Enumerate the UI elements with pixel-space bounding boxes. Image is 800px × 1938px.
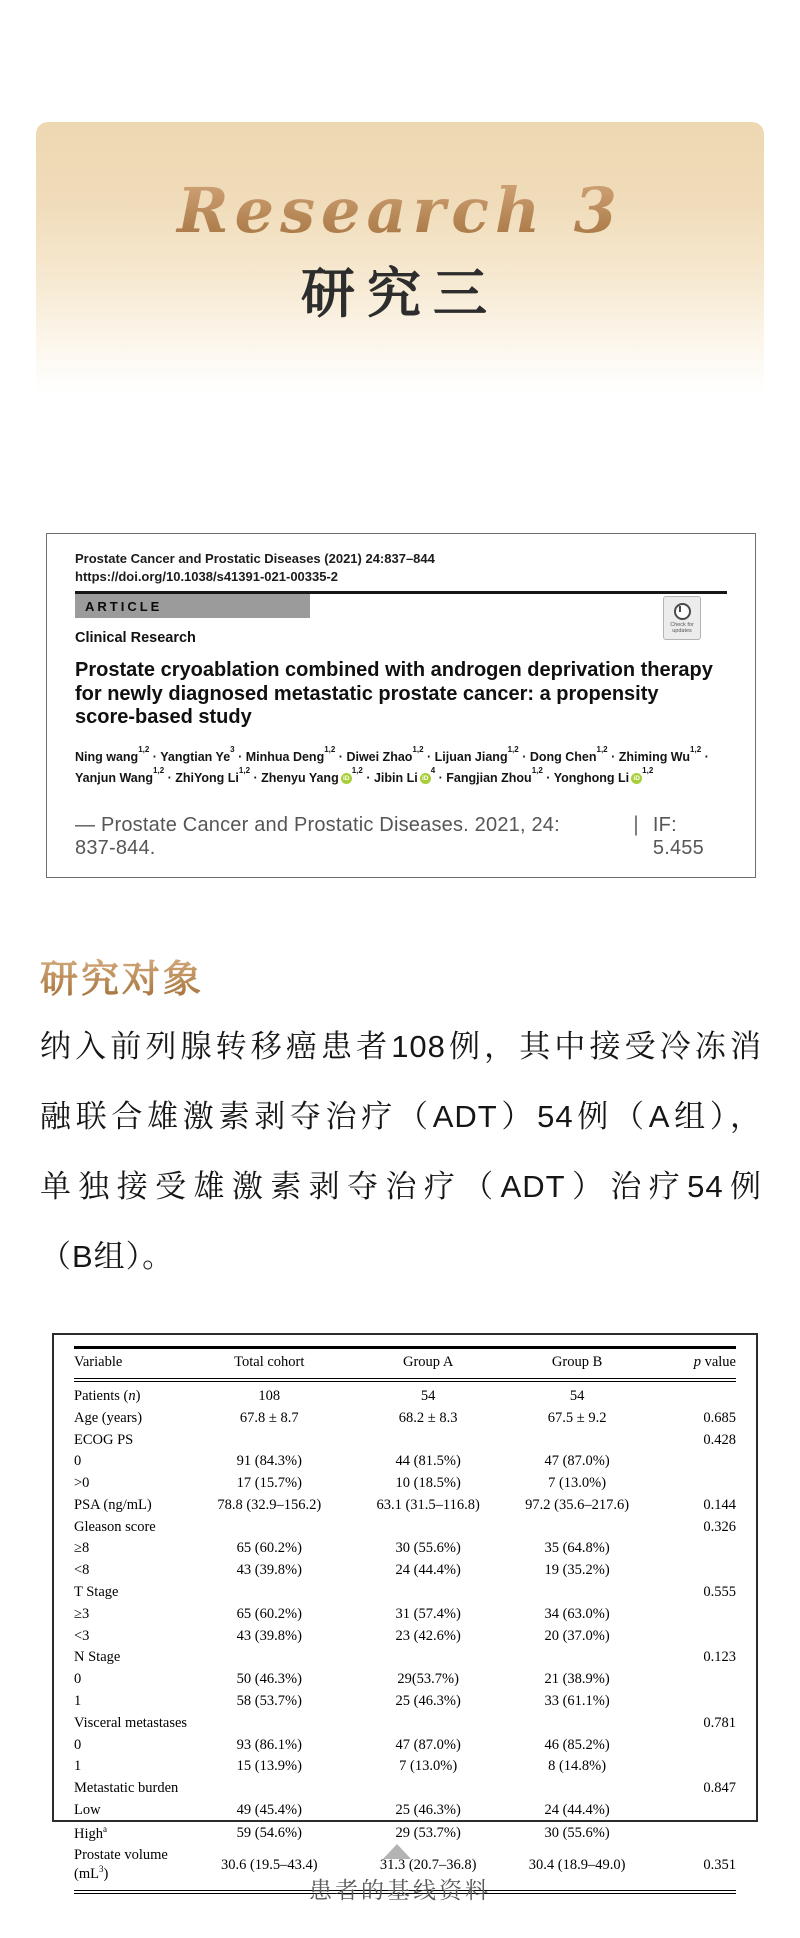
baseline-table-card: [52, 1333, 758, 1883]
table-variable-cell: >0: [74, 1475, 90, 1492]
table-variable-cell: <3: [74, 1627, 90, 1644]
table-header-cell: Total cohort: [193, 1348, 345, 1381]
author-lines: [75, 745, 727, 787]
table-value-cell: [643, 1451, 736, 1473]
table-value-cell: 25 (46.3%): [395, 1692, 461, 1709]
citation-row: [75, 813, 727, 860]
table-value-cell: 91 (84.3%): [236, 1453, 302, 1470]
baseline-table-head: [74, 1348, 736, 1381]
paragraph-line: 融联合雄激素剥夺治疗（ADT）54例（A组），: [40, 1099, 762, 1134]
table-value-cell: [643, 1538, 736, 1560]
table-value-cell: 0.781: [703, 1714, 736, 1731]
table-caption: 患者的基线资料: [309, 1877, 491, 1903]
journal-line: Prostate Cancer and Prostatic Diseases (2021) 24:837–844: [75, 551, 435, 566]
table-row: [74, 1691, 736, 1713]
article-type-bar: ARTICLE: [75, 594, 310, 618]
table-value-cell: 0.351: [703, 1856, 736, 1873]
table-value-cell: 43 (39.8%): [236, 1627, 302, 1644]
table-value-cell: 30 (55.6%): [395, 1540, 461, 1557]
table-value-cell: 0.428: [703, 1431, 736, 1448]
table-value-cell: 10 (18.5%): [395, 1475, 461, 1492]
header-banner: [36, 122, 764, 394]
table-row: [74, 1734, 736, 1756]
table-value-cell: 7 (13.0%): [399, 1758, 458, 1775]
table-value-cell: [643, 1560, 736, 1582]
table-value-cell: [345, 1712, 511, 1734]
doi-link: https://doi.org/10.1038/s41391-021-00335-2: [75, 569, 339, 584]
table-header-cell: Group B: [511, 1348, 643, 1381]
table-variable-cell: Low: [74, 1801, 101, 1818]
table-value-cell: 24 (44.4%): [544, 1801, 610, 1818]
table-row: [74, 1495, 736, 1517]
table-value-cell: 58 (53.7%): [236, 1692, 302, 1709]
table-variable-cell: T Stage: [74, 1584, 119, 1601]
author-line: Ning wang$^{1,2}$ · Yangtian $Ye^3$ · Minhua Deng$^{1,2}$ · Diwei Zhao$^{1,2}$ · Lijuan Jiang$^{1,2}$ · Dong Chen$^{1,2}$ · Zhiming Wu$^{1,2}$ ·: [75, 744, 709, 764]
table-value-cell: 65 (60.2%): [236, 1540, 302, 1557]
table-value-cell: 47 (87.0%): [544, 1453, 610, 1470]
table-header-cell: Group A: [345, 1348, 511, 1381]
table-variable-cell: Prostate volume $(mL^3)$: [74, 1847, 168, 1883]
table-value-cell: 65 (60.2%): [236, 1605, 302, 1622]
table-value-cell: [193, 1712, 345, 1734]
table-value-cell: 46 (85.2%): [544, 1736, 610, 1753]
table-value-cell: [345, 1516, 511, 1538]
table-row: [74, 1778, 736, 1800]
table-variable-cell: Visceral metastases: [74, 1714, 188, 1731]
table-variable-cell: Age (years): [74, 1409, 143, 1426]
table-header-cell: Variable: [74, 1348, 193, 1381]
table-value-cell: 0.326: [703, 1518, 736, 1535]
table-row: [74, 1407, 736, 1429]
section-heading: 研究对象: [40, 948, 204, 1003]
paper-title-line: for newly diagnosed metastatic prostate cancer: a propensity: [75, 682, 659, 705]
table-variable-cell: Metastatic burden: [74, 1780, 179, 1797]
table-value-cell: 24 (44.4%): [395, 1562, 461, 1579]
table-value-cell: [193, 1429, 345, 1451]
table-value-cell: [643, 1473, 736, 1495]
table-value-cell: [345, 1647, 511, 1669]
orcid-icon: iD: [341, 773, 352, 784]
table-row: [74, 1473, 736, 1495]
table-row: [74, 1712, 736, 1734]
table-value-cell: [511, 1429, 643, 1451]
table-value-cell: [193, 1582, 345, 1604]
table-value-cell: 49 (45.4%): [236, 1801, 302, 1818]
table-value-cell: 31.3 (20.7–36.8): [379, 1856, 477, 1873]
table-row: [74, 1821, 736, 1845]
table-value-cell: 67.5 ± 9.2: [547, 1409, 607, 1426]
table-value-cell: [643, 1756, 736, 1778]
table-variable-cell: N Stage: [74, 1649, 121, 1666]
table-row: [74, 1603, 736, 1625]
banner-cn-title: 研究三: [301, 261, 499, 325]
table-variable-cell: High$^a$: [74, 1823, 107, 1842]
table-value-cell: 0.555: [703, 1584, 736, 1601]
table-value-cell: [643, 1691, 736, 1713]
paragraph-line: （B组）。: [40, 1239, 175, 1274]
table-value-cell: 54: [420, 1388, 436, 1404]
table-value-cell: [511, 1582, 643, 1604]
table-row: [74, 1429, 736, 1451]
paper-title: [75, 659, 727, 730]
orcid-icon: iD: [631, 773, 642, 784]
citation-divider: |: [633, 812, 639, 836]
citation-text: — Prostate Cancer and Prostatic Diseases. 2021, 24: 837-844.: [75, 813, 560, 859]
table-row: [74, 1647, 736, 1669]
table-value-cell: 0.685: [703, 1409, 736, 1426]
table-row: [74, 1669, 736, 1691]
table-value-cell: 44 (81.5%): [395, 1453, 461, 1470]
table-row: [74, 1380, 736, 1407]
paper-title-line: score-based study: [75, 706, 252, 728]
article-card: [46, 533, 756, 878]
table-value-cell: 50 (46.3%): [236, 1671, 302, 1688]
badge-text-line2: updates: [672, 627, 692, 634]
impact-factor: IF: 5.455: [652, 813, 704, 859]
baseline-table: [74, 1346, 736, 1894]
table-value-cell: 29 (53.7%): [395, 1824, 461, 1841]
table-value-cell: 97.2 (35.6–217.6): [525, 1496, 630, 1513]
table-variable-cell: Patients (n): [74, 1388, 141, 1404]
table-value-cell: 23 (42.6%): [395, 1627, 461, 1644]
table-value-cell: 15 (13.9%): [236, 1758, 302, 1775]
table-variable-cell: 0: [74, 1453, 82, 1470]
article-section-label: Clinical Research: [75, 630, 196, 646]
table-value-cell: [511, 1647, 643, 1669]
table-value-cell: [345, 1778, 511, 1800]
table-value-cell: [193, 1647, 345, 1669]
baseline-table-body: [74, 1380, 736, 1892]
table-value-cell: 93 (86.1%): [236, 1736, 302, 1753]
table-value-cell: [643, 1603, 736, 1625]
paragraph-line: 单独接受雄激素剥夺治疗（ADT）治疗54例: [40, 1169, 762, 1204]
table-value-cell: [643, 1734, 736, 1756]
table-value-cell: 0.144: [703, 1496, 736, 1513]
table-value-cell: 21 (38.9%): [544, 1671, 610, 1688]
table-row: [74, 1799, 736, 1821]
table-value-cell: 31 (57.4%): [395, 1605, 461, 1622]
table-variable-cell: PSA (ng/mL): [74, 1496, 152, 1513]
caption-pointer-icon: [383, 1844, 411, 1859]
table-value-cell: 25 (46.3%): [395, 1801, 461, 1818]
badge-text-line1: Check for: [670, 621, 694, 628]
table-value-cell: [643, 1821, 736, 1845]
table-value-cell: [511, 1712, 643, 1734]
table-value-cell: 67.8 ± 8.7: [239, 1409, 299, 1426]
table-value-cell: 108: [258, 1388, 281, 1404]
table-value-cell: 0.847: [703, 1780, 736, 1797]
table-value-cell: 19 (35.2%): [544, 1562, 610, 1579]
table-variable-cell: <8: [74, 1562, 90, 1579]
table-variable-cell: 1: [74, 1758, 82, 1775]
table-value-cell: 33 (61.1%): [544, 1692, 610, 1709]
table-variable-cell: ≥8: [74, 1540, 90, 1557]
table-row: [74, 1582, 736, 1604]
table-value-cell: 43 (39.8%): [236, 1562, 302, 1579]
banner-script-title: Research 3: [36, 174, 764, 247]
table-value-cell: 7 (13.0%): [548, 1475, 607, 1492]
table-value-cell: 63.1 (31.5–116.8): [376, 1496, 480, 1513]
table-row: [74, 1451, 736, 1473]
table-value-cell: 30.4 (18.9–49.0): [528, 1856, 626, 1873]
table-value-cell: [511, 1516, 643, 1538]
table-row: [74, 1538, 736, 1560]
study-subjects-paragraph: [40, 1012, 762, 1292]
table-value-cell: 30.6 (19.5–43.4): [220, 1856, 318, 1873]
table-value-cell: 0.123: [703, 1649, 736, 1666]
table-value-cell: 20 (37.0%): [544, 1627, 610, 1644]
table-value-cell: [511, 1778, 643, 1800]
table-value-cell: [643, 1625, 736, 1647]
table-value-cell: 17 (15.7%): [236, 1475, 302, 1492]
table-row: [74, 1756, 736, 1778]
table-value-cell: 29(53.7%): [397, 1671, 459, 1688]
table-variable-cell: ≥3: [74, 1605, 90, 1622]
table-variable-cell: 1: [74, 1692, 82, 1709]
table-value-cell: [193, 1778, 345, 1800]
table-value-cell: 54: [569, 1388, 585, 1404]
table-value-cell: 47 (87.0%): [395, 1736, 461, 1753]
table-row: [74, 1516, 736, 1538]
table-variable-cell: ECOG PS: [74, 1431, 134, 1448]
table-value-cell: 8 (14.8%): [548, 1758, 607, 1775]
table-value-cell: 35 (64.8%): [544, 1540, 610, 1557]
table-value-cell: [193, 1516, 345, 1538]
table-value-cell: 59 (54.6%): [236, 1824, 302, 1841]
table-row: [74, 1560, 736, 1582]
table-variable-cell: 0: [74, 1671, 82, 1688]
table-value-cell: 30 (55.6%): [544, 1824, 610, 1841]
orcid-icon: iD: [420, 773, 431, 784]
table-value-cell: [643, 1380, 736, 1407]
paper-title-line: Prostate cryoablation combined with androgen deprivation therapy: [75, 659, 713, 681]
table-header-cell: p value: [643, 1348, 736, 1381]
table-value-cell: 34 (63.0%): [544, 1605, 610, 1622]
table-value-cell: 78.8 (32.9–156.2): [217, 1496, 322, 1513]
table-variable-cell: 0: [74, 1736, 82, 1753]
table-value-cell: [643, 1669, 736, 1691]
table-value-cell: [345, 1429, 511, 1451]
table-value-cell: [345, 1582, 511, 1604]
table-value-cell: [643, 1799, 736, 1821]
paragraph-line: 纳入前列腺转移癌患者108例，其中接受冷冻消: [40, 1029, 762, 1064]
table-value-cell: 68.2 ± 8.3: [398, 1409, 458, 1426]
check-for-updates-badge: [663, 596, 701, 640]
check-updates-icon: [674, 603, 691, 620]
table-row: [74, 1625, 736, 1647]
author-line: Yanjun Wang$^{1,2}$ · ZhiYong Li$^{1,2}$ · Zhenyu Yang iD$^{1,2}$ · Jibin Li $iD^4$ · Fangjian Zhou$^{1,2}$ · Yonghong Li iD$^{1,2}$: [75, 765, 654, 785]
table-variable-cell: Gleason score: [74, 1518, 156, 1535]
